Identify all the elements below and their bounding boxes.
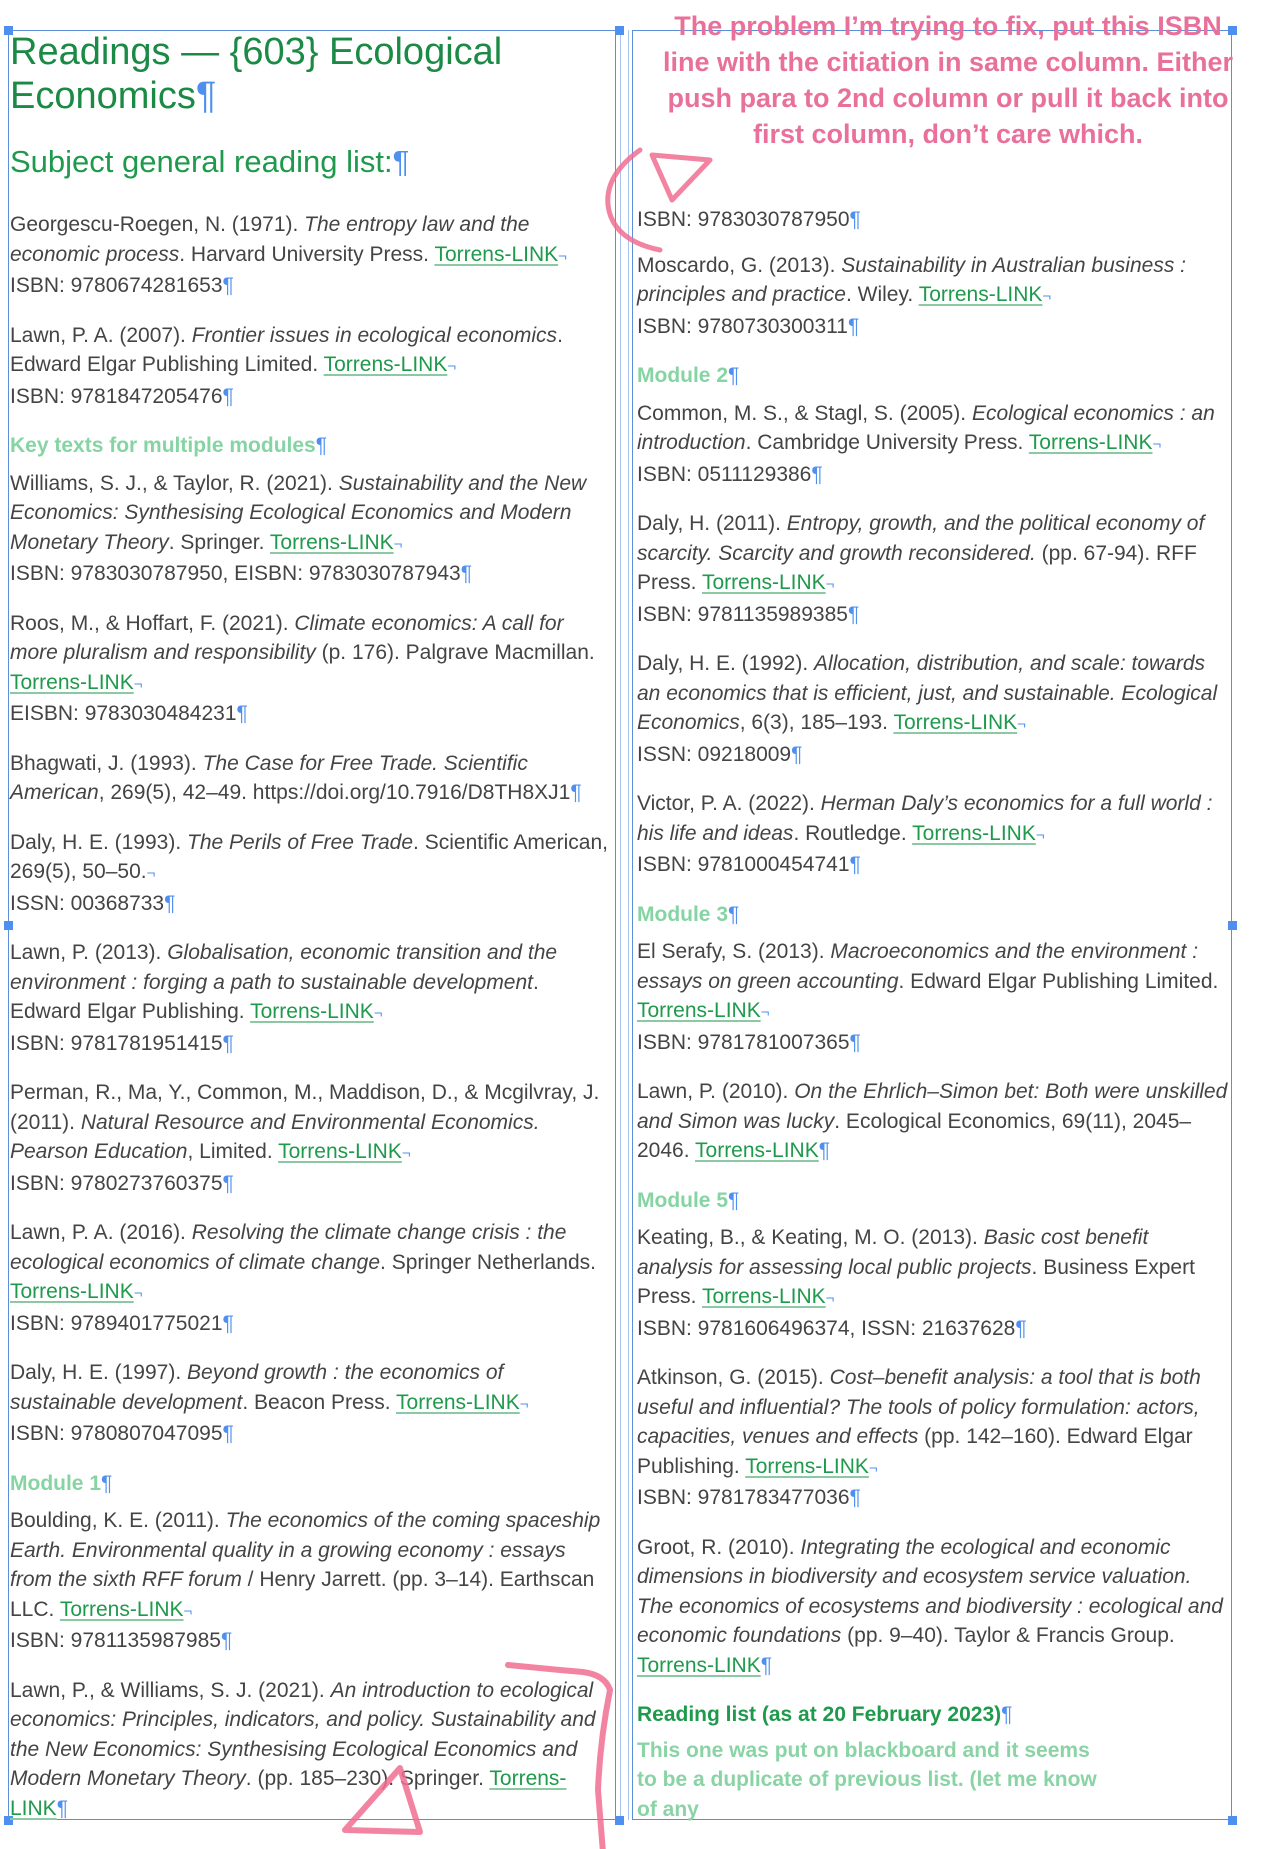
citation-title: Macroeconomics and the environment : essays on green accounting	[637, 940, 1199, 993]
torrens-link[interactable]: Torrens-LINK	[10, 670, 134, 694]
pilcrow-icon: ¶	[847, 602, 860, 626]
torrens-link[interactable]: Torrens-LINK	[10, 1767, 567, 1820]
torrens-link[interactable]: Torrens-LINK	[637, 1653, 761, 1677]
pilcrow-icon: ¶	[811, 462, 823, 486]
citation-publisher: . Edward Elgar Publishing Limited.	[898, 969, 1219, 993]
isbn-line: ISBN: 9783030787950, EISBN: 9783030787943	[10, 562, 461, 585]
frame-handle[interactable]	[1228, 1816, 1237, 1825]
line-break-marker: ¬	[760, 1004, 770, 1021]
citation-entry[interactable]	[637, 1223, 1229, 1343]
pilcrow-icon: ¶	[460, 562, 472, 585]
torrens-link[interactable]: Torrens-LINK	[250, 1000, 374, 1023]
key-texts-heading: Key texts for multiple modules¶	[10, 434, 328, 457]
citation-title: Sustainability and the New Economics: Synthesising Ecological Economics and Modern Monetary Theory	[10, 471, 587, 554]
torrens-link[interactable]: Torrens-LINK	[59, 1597, 184, 1621]
torrens-link[interactable]: Torrens-LINK	[323, 353, 448, 376]
pilcrow-icon: ¶	[222, 274, 234, 297]
torrens-link[interactable]: Torrens-LINK	[1028, 431, 1153, 454]
citation-entry[interactable]	[637, 509, 1229, 629]
pilcrow-icon: ¶	[220, 1629, 233, 1652]
citation-title: Resolving the climate change crisis : the ecological economics of climate change	[10, 1221, 567, 1274]
citation-author-year: Groot, R. (2010).	[637, 1535, 801, 1559]
citation-entry[interactable]	[637, 789, 1229, 880]
line-break-marker: ¬	[825, 1290, 835, 1307]
citation-author-year: Roos, M., & Hoffart, F. (2021).	[10, 611, 295, 635]
citation-author-year: Atkinson, G. (2015).	[637, 1366, 830, 1389]
citation-title: An introduction to ecological economics: Principles, indicators, and policy. Sustainability and the New Economics: Synthesising Ecological Economics and Modern Monetary Theory	[10, 1678, 596, 1790]
citation-publisher: . Springer Netherlands.	[380, 1250, 596, 1274]
citation-author-year: Bhagwati, J. (1993).	[10, 751, 203, 775]
citation-entry[interactable]	[10, 828, 610, 919]
duplicate-note: This one was put on blackboard and it seems to be a duplicate of previous list. (let me know of any	[637, 1738, 1097, 1821]
line-break-marker: ¬	[558, 247, 567, 265]
citation-title: Integrating the ecological and economic dimensions in biodiversity and ecosystem service valuation. The economics of ecosystems and biodiversity : ecological and economic foundations	[637, 1535, 1223, 1647]
torrens-link[interactable]: Torrens-LINK	[278, 1140, 402, 1163]
isbn-line: ISBN: 9781847205476	[10, 384, 223, 408]
torrens-link[interactable]: Torrens-LINK	[918, 283, 1043, 306]
isbn-line: ISBN: 9781000454741	[637, 853, 850, 876]
pilcrow-icon: ¶	[849, 1486, 861, 1509]
citation-entry[interactable]	[10, 938, 610, 1058]
citation-author-year: Keating, B., & Keating, M. O. (2013).	[637, 1226, 984, 1249]
citation-author-year: Boulding, K. E. (2011).	[10, 1509, 226, 1532]
frame-handle[interactable]	[1228, 921, 1237, 930]
line-break-marker: ¬	[401, 1145, 411, 1162]
isbn-line: ISBN: 9789401775021	[10, 1311, 223, 1335]
citation-entry[interactable]	[637, 937, 1229, 1057]
pilcrow-icon: ¶	[222, 1171, 234, 1195]
line-break-marker: ¬	[1035, 826, 1045, 844]
subject-heading: Subject general reading list:¶	[10, 144, 410, 179]
isbn-line: ISBN: 9781135987985	[10, 1629, 221, 1652]
isbn-line: ISBN: 9780730300311	[637, 314, 848, 338]
citation-entry[interactable]	[10, 749, 610, 808]
line-break-marker: ¬	[373, 1005, 383, 1022]
torrens-link[interactable]: Torrens-LINK	[10, 1280, 134, 1303]
citation-entry[interactable]	[10, 210, 610, 301]
citation-publisher: / Henry Jarrett. (pp. 3–14). Earthscan LLC.	[10, 1568, 595, 1621]
isbn-line: ISBN: 9780674281653	[10, 274, 223, 297]
pilcrow-icon: ¶	[222, 1311, 234, 1335]
torrens-link[interactable]: Torrens-LINK	[269, 530, 394, 554]
citation-title: Basic cost benefit analysis for assessing local public projects	[637, 1226, 1149, 1279]
torrens-link[interactable]: Torrens-LINK	[695, 1139, 819, 1162]
citation-title: Sustainability in Australian business : principles and practice	[637, 253, 1186, 306]
pilcrow-icon: ¶	[222, 1422, 234, 1445]
citation-publisher: . Beacon Press.	[242, 1390, 397, 1414]
citation-publisher: . Ecological Economics, 69(11), 2045–2046.	[637, 1109, 1192, 1162]
pilcrow-icon: ¶	[236, 702, 248, 725]
torrens-link[interactable]: Torrens-LINK	[912, 821, 1036, 845]
citation-publisher: (pp. 142–160). Edward Elgar Publishing.	[637, 1425, 1193, 1478]
citation-author-year: Daly, H. E. (1992).	[637, 652, 815, 675]
citation-entry[interactable]	[637, 649, 1229, 769]
citation-title: Frontier issues in ecological economics	[191, 323, 558, 347]
citation-publisher: . Edward Elgar Publishing Limited.	[10, 323, 563, 376]
isbn-line: ISBN: 9780273760375	[10, 1171, 223, 1195]
citation-publisher: . Cambridge University Press.	[745, 431, 1029, 454]
citation-author-year: Victor, P. A. (2022).	[637, 792, 821, 815]
isbn-line: ISBN: 9781606496374, ISSN: 21637628	[637, 1316, 1016, 1340]
citation-publisher: , Limited.	[187, 1140, 279, 1163]
citation-title: Entropy, growth, and the political economy of scarcity. Scarcity and growth reconsidered.	[637, 512, 1205, 565]
line-break-marker: ¬	[133, 675, 143, 693]
citation-publisher: . Harvard University Press.	[179, 242, 435, 266]
right-column	[637, 205, 1229, 1824]
citation-author-year: Moscardo, G. (2013).	[637, 253, 842, 277]
isbn-line: ISBN: 9781783477036	[637, 1486, 850, 1509]
isbn-line: ISBN: 0511129386	[637, 462, 812, 486]
citation-author-year: Lawn, P. (2013).	[10, 941, 168, 964]
citation-title: Globalisation, economic transition and the environment : forging a path to sustainable development	[10, 941, 558, 994]
citation-author-year: Lawn, P. (2010).	[637, 1080, 795, 1103]
module-2-heading: Module 2¶	[637, 364, 740, 387]
column-guide	[620, 30, 621, 1820]
module-3-heading: Module 3¶	[637, 902, 740, 926]
citation-author-year: Georgescu-Roegen, N. (1971).	[10, 213, 305, 236]
citation-entry[interactable]	[637, 399, 1229, 490]
pilcrow-icon: ¶	[1015, 1316, 1027, 1340]
line-break-marker: ¬	[825, 576, 835, 593]
frame-handle[interactable]	[615, 1816, 624, 1825]
torrens-link[interactable]: Torrens-LINK	[893, 711, 1018, 734]
citation-entry[interactable]	[637, 1533, 1229, 1681]
citation-title: Allocation, distribution, and scale: towards an economics that is efficient, just, and sustainable. Ecological Economics	[637, 652, 1218, 734]
reading-list-heading: Reading list (as at 20 February 2023)¶	[637, 1703, 1013, 1726]
citation-entry[interactable]	[10, 609, 610, 729]
citation-author-year: Lawn, P. A. (2016).	[10, 1221, 192, 1244]
isbn-line: ISBN: 9781135989385	[637, 602, 848, 626]
left-column	[10, 30, 610, 1843]
line-break-marker: ¬	[1017, 716, 1026, 733]
isbn-line: ISBN: 9781781007365	[637, 1030, 850, 1054]
pilcrow-icon: ¶	[164, 891, 176, 915]
module-2-entries	[637, 399, 1229, 880]
line-break-marker: ¬	[183, 1602, 193, 1620]
citation-publisher: . Springer.	[168, 530, 270, 554]
citation-entry[interactable]	[10, 1676, 610, 1824]
citation-publisher: (pp. 67-94). RFF Press.	[637, 541, 1197, 594]
citation-publisher: . Edward Elgar Publishing.	[10, 970, 539, 1023]
citation-author-year: Williams, S. J., & Taylor, R. (2021).	[10, 471, 339, 495]
citation-author-year: Common, M. S., & Stagl, S. (2005).	[637, 401, 972, 425]
isbn-line: ISSN: 09218009	[637, 742, 792, 766]
torrens-link[interactable]: Torrens-LINK	[701, 571, 826, 594]
pilcrow-icon: ¶	[791, 742, 803, 766]
pilcrow-icon: ¶	[760, 1653, 772, 1677]
module-1-heading: Module 1¶	[10, 1471, 113, 1495]
citation-publisher: . Routledge.	[793, 821, 913, 845]
citation-publisher: . Business Expert Press.	[637, 1255, 1195, 1308]
line-break-marker: ¬	[1152, 436, 1162, 453]
citation-entry[interactable]	[10, 1218, 610, 1338]
pilcrow-icon: ¶	[570, 781, 582, 804]
citation-entry[interactable]	[10, 1506, 610, 1656]
citation-title: Natural Resource and Environmental Economics. Pearson Education	[10, 1110, 540, 1163]
citation-title: The Case for Free Trade. Scientific American	[10, 751, 528, 804]
citation-entry[interactable]	[637, 1363, 1229, 1513]
line-break-marker: ¬	[133, 1285, 143, 1302]
citation-entry[interactable]	[637, 1077, 1229, 1166]
torrens-link[interactable]: Torrens-LINK	[434, 242, 559, 266]
torrens-link[interactable]: Torrens-LINK	[701, 1285, 826, 1308]
citation-author-year: El Serafy, S. (2013).	[637, 940, 831, 963]
citation-title: The Perils of Free Trade	[187, 830, 414, 854]
module-3-entries	[637, 937, 1229, 1166]
pilcrow-icon: ¶	[818, 1139, 830, 1162]
pilcrow-icon: ¶	[847, 314, 860, 338]
pilcrow-icon: ¶	[849, 853, 861, 876]
general-entries	[10, 210, 610, 411]
module-5-entries	[637, 1223, 1229, 1680]
frame-handle[interactable]	[615, 26, 624, 35]
citation-title: The economics of the coming spaceship Earth. Environmental quality in a growing economy : essays from the sixth RFF forum	[10, 1509, 601, 1591]
overflow-isbn-line[interactable]: ISBN: 9783030787950¶	[637, 208, 861, 231]
isbn-line: EISBN: 9783030484231	[10, 702, 237, 725]
citation-entry[interactable]	[10, 1078, 610, 1198]
citation-entry[interactable]	[10, 1358, 610, 1449]
line-break-marker: ¬	[519, 1395, 529, 1413]
citation-title: Cost–benefit analysis: a tool that is both useful and influential? The tools of policy formulation: actors, capacities, venues and effects	[637, 1366, 1201, 1448]
citation-publisher: . Scientific American, 269(5), 50–50.	[10, 830, 608, 883]
torrens-link[interactable]: Torrens-LINK	[637, 999, 761, 1022]
citation-title: Climate economics: A call for more pluralism and responsibility	[10, 611, 564, 664]
citation-author-year: Lawn, P., & Williams, S. J. (2021).	[10, 1678, 331, 1702]
module-5-heading: Module 5¶	[637, 1188, 740, 1212]
line-break-marker: ¬	[146, 865, 156, 882]
citation-publisher: , 6(3), 185–193.	[739, 711, 894, 734]
citation-publisher: . (pp. 185–230). Springer.	[245, 1767, 490, 1790]
citation-author-year: Daly, H. E. (1993).	[10, 830, 188, 854]
annotation-callout: The problem I’m trying to fix, put this ISBN line with the citiation in same column. Either push para to 2nd column or pull it back into first column, don’t care which.	[662, 11, 1234, 149]
citation-author-year: Perman, R., Ma, Y., Common, M., Maddison, D., & Mcgilvray, J. (2011).	[10, 1081, 600, 1134]
pilcrow-icon: ¶	[222, 1031, 234, 1055]
torrens-link[interactable]: Torrens-LINK	[745, 1454, 869, 1478]
citation-title: The entropy law and the economic process	[10, 213, 530, 266]
isbn-line: ISBN: 9781781951415	[10, 1031, 223, 1055]
key-text-entries	[10, 469, 610, 1449]
citation-title: On the Ehrlich–Simon bet: Both were unskilled and Simon was lucky	[637, 1080, 1228, 1133]
citation-title: Herman Daly’s economics for a full world : his life and ideas	[637, 792, 1213, 845]
isbn-line: ISBN: 9780807047095	[10, 1422, 223, 1445]
pilcrow-icon: ¶	[56, 1796, 68, 1820]
citation-publisher: . Wiley.	[845, 283, 919, 306]
citation-publisher: (pp. 9–40). Taylor & Francis Group.	[841, 1624, 1175, 1647]
line-break-marker: ¬	[868, 1459, 878, 1477]
module-1-entries	[10, 1506, 610, 1823]
citation-entry[interactable]	[10, 469, 610, 589]
citation-publisher: , 269(5), 42–49. https://doi.org/10.7916/D8TH8XJ1	[98, 781, 571, 804]
torrens-link[interactable]: Torrens-LINK	[396, 1390, 520, 1414]
citation-entry[interactable]	[637, 251, 1229, 342]
column-guide	[628, 30, 629, 1820]
document-title: Readings — {603} Ecological Economics¶	[10, 31, 503, 117]
citation-title: Beyond growth : the economics of sustainable development	[10, 1361, 504, 1414]
isbn-line: ISSN: 00368733	[10, 891, 165, 915]
citation-author-year: Daly, H. E. (1997).	[10, 1361, 188, 1384]
citation-entry[interactable]	[10, 321, 610, 412]
citation-title: Ecological economics : an introduction	[637, 401, 1215, 454]
line-break-marker: ¬	[393, 535, 403, 553]
pilcrow-icon: ¶	[222, 384, 234, 408]
citation-publisher: (p. 176). Palgrave Macmillan.	[315, 641, 595, 664]
line-break-marker: ¬	[447, 358, 457, 375]
citation-author-year: Lawn, P. A. (2007).	[10, 323, 192, 347]
right-entries	[637, 251, 1229, 342]
line-break-marker: ¬	[1042, 288, 1052, 305]
pilcrow-icon: ¶	[849, 1030, 861, 1054]
citation-author-year: Daly, H. (2011).	[637, 512, 787, 535]
